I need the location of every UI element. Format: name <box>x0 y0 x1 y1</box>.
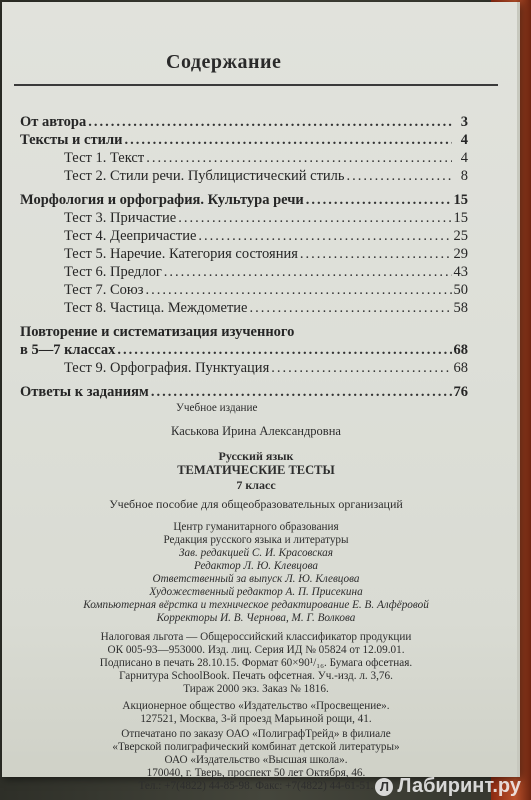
labirint-logo-icon: Л <box>375 778 393 796</box>
staff-line: Ответственный за выпуск Л. Ю. Клевцова <box>152 573 360 585</box>
toc-entry: Ответы к заданиям ..... 76 <box>20 384 468 400</box>
toc-entry: Тест 4. Деепричастие ..... 25 <box>64 228 468 244</box>
staff-line: Зав. редакцией С. И. Красовская <box>179 547 333 559</box>
staff-line: Центр гуманитарного образования <box>173 521 339 533</box>
toc-entry: Тексты и стили ..... 4 <box>20 132 468 148</box>
toc-entry: Тест 8. Частица. Междометие ..... 58 <box>64 300 468 316</box>
print-info-line: Гарнитура SchoolBook. Печать офсетная. Уч.-изд. л. 3,76. <box>119 670 393 682</box>
print-info-line: Тираж 2000 экз. Заказ № 1816. <box>183 683 329 695</box>
title-rule <box>14 84 498 86</box>
print-info-line: ОК 005-93—953000. Изд. лиц. Серия ИД № 05824 от 12.09.01. <box>107 644 405 656</box>
toc-entry: Тест 1. Текст ..... 4 <box>64 150 468 166</box>
publisher-line: Отпечатано по заказу ОАО «ПолиграфТрейд» в филиале <box>121 728 391 740</box>
toc-entry: Тест 2. Стили речи. Публицистический стиль ..... 8 <box>64 168 468 184</box>
toc-entry: Тест 9. Орфография. Пунктуация ..... 68 <box>64 360 468 376</box>
purpose: Учебное пособие для общеобразовательных организаций <box>109 497 403 511</box>
toc-entry: Тест 7. Союз ..... 50 <box>64 282 468 298</box>
toc-entry: Тест 5. Наречие. Категория состояния ..... 29 <box>64 246 468 262</box>
staff-line: Редактор Л. Ю. Клевцова <box>194 560 318 572</box>
staff-line: Художественный редактор А. П. Присекина <box>149 586 363 598</box>
publisher-line: Акционерное общество «Издательство «Просвещение». <box>122 700 390 712</box>
publisher-line: Тел.: +7(4822) 44-85-98. Факс: +7(4822) 44-61-51. <box>138 780 374 792</box>
toc-entry: От автора ..... 3 <box>20 114 468 130</box>
publisher-line: «Тверской полиграфический комбинат детской литературы» <box>112 741 400 753</box>
toc-entry: Тест 3. Причастие ..... 15 <box>64 210 468 226</box>
staff-line: Корректоры И. В. Чернова, М. Г. Волкова <box>156 612 356 624</box>
staff-line: Компьютерная вёрстка и техническое редактирование Е. В. Алфёровой <box>83 599 429 611</box>
edition-type: Учебное издание <box>176 402 258 414</box>
subject: Русский язык <box>218 449 294 463</box>
watermark <box>375 775 521 798</box>
staff-line: Редакция русского языка и литературы <box>163 534 349 546</box>
page-title: Содержание <box>166 51 282 73</box>
toc-entry: Морфология и орфография. Культура речи ..... 15 <box>20 192 468 208</box>
publisher-line: 170040, г. Тверь, проспект 50 лет Октября, 46. <box>146 767 366 779</box>
print-info-line: Подписано в печать 28.10.15. Формат 60×90¹/₁₆. Бумага офсетная. <box>99 657 413 669</box>
publisher-line: 127521, Москва, 3-й проезд Марьиной рощи, 41. <box>140 713 372 725</box>
book-title: ТЕМАТИЧЕСКИЕ ТЕСТЫ <box>177 463 335 477</box>
grade: 7 класс <box>236 478 276 492</box>
watermark-text: Лабиринт.ру <box>397 775 521 797</box>
author-name: Каськова Ирина Александровна <box>171 424 341 438</box>
publisher-line: ОАО «Издательство «Высшая школа». <box>164 754 348 766</box>
toc-entry: Повторение и систематизация изученного <box>20 324 295 340</box>
toc-entry: Тест 6. Предлог ..... 43 <box>64 264 468 280</box>
print-info-line: Налоговая льгота — Общероссийский классификатор продукции <box>100 631 412 643</box>
toc-entry: в 5—7 классах ..... 68 <box>20 342 468 358</box>
